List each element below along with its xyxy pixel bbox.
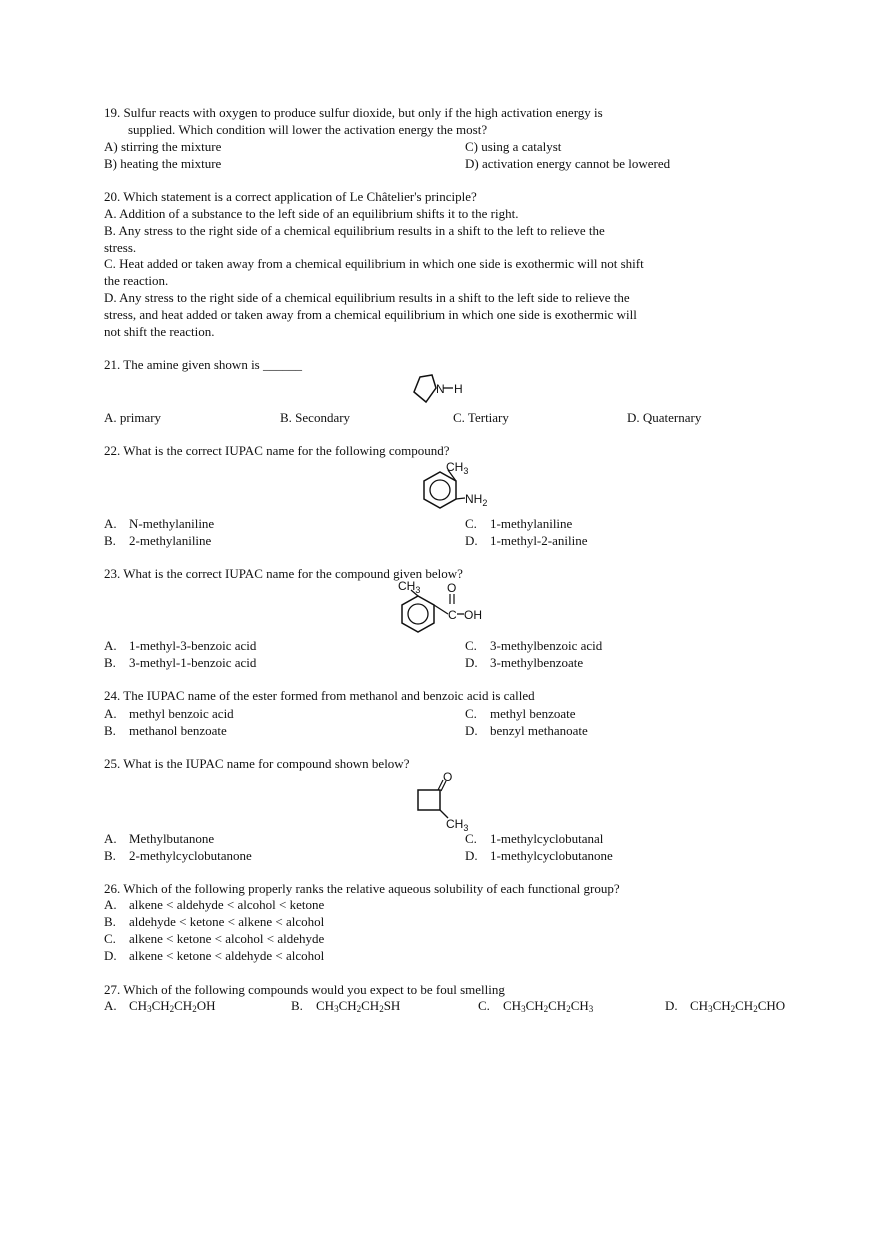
methyl-ch-label: CH	[398, 579, 416, 593]
q22-option-a-label: A.	[104, 516, 117, 531]
q23-stem: 23. What is the correct IUPAC name for the compound given below?	[104, 566, 463, 581]
methyl-subscript: 3	[463, 823, 469, 833]
q26-option-d	[104, 948, 324, 964]
q27-option-d-label: D.	[665, 998, 678, 1013]
q22-option-a	[104, 516, 214, 532]
q25-option-b-label: B.	[104, 848, 116, 863]
q25-option-b	[104, 848, 252, 864]
q26-option-a-label: A.	[104, 897, 117, 912]
q22-option-c-label: C.	[465, 516, 477, 531]
hydroxyl-oh-label: OH	[464, 608, 482, 622]
q24-option-c-label: C.	[465, 706, 477, 721]
q24-option-d-label: D.	[465, 723, 478, 738]
q19-option-d: D) activation energy cannot be lowered	[465, 156, 671, 171]
q23-option-a	[104, 638, 256, 654]
pyrrolidine-n-label: N	[436, 382, 445, 396]
q24-option-a-text: methyl benzoic acid	[129, 706, 234, 721]
q27-option-a-label: A.	[104, 998, 117, 1013]
q20-option-d-line1: D. Any stress to the right side of a chemical equilibrium results in a shift to the left side to relieve the	[104, 290, 630, 305]
q25-option-c	[465, 831, 603, 847]
q27-option-c-label: C.	[478, 998, 490, 1013]
pyrrolidine-h-label: H	[454, 382, 463, 396]
q22-option-a-text: N-methylaniline	[129, 516, 215, 531]
q24-option-d	[465, 723, 588, 739]
q20-stem: 20. Which statement is a correct application of Le Châtelier's principle?	[104, 189, 477, 204]
q23-option-d-label: D.	[465, 655, 478, 670]
q27-option-c-formula: $CH_3CH_2CH_2CH_3$	[503, 998, 594, 1014]
q23-option-a-label: A.	[104, 638, 117, 653]
q20-option-c-line1: C. Heat added or taken away from a chemical equilibrium in which one side is exothermic will not shift	[104, 256, 644, 271]
q20-option-d-line2: stress, and heat added or taken away from a chemical equilibrium in which one side is exothermic will	[104, 307, 637, 322]
q24-option-b	[104, 723, 227, 739]
q22-stem: 22. What is the correct IUPAC name for the following compound?	[104, 443, 450, 458]
q24-stem: 24. The IUPAC name of the ester formed from methanol and benzoic acid is called	[104, 688, 535, 703]
q27-stem: 27. Which of the following compounds would you expect to be foul smelling	[104, 982, 505, 997]
q24-option-b-label: B.	[104, 723, 116, 738]
q24-option-a-label: A.	[104, 706, 117, 721]
methylbenzoic-acid-structure	[394, 580, 494, 638]
carbonyl-o-label: O	[447, 581, 457, 595]
q23-option-d-text: 3-methylbenzoate	[490, 655, 584, 670]
q19-option-b: B) heating the mixture	[104, 156, 222, 171]
ketone-o-label: O	[443, 770, 453, 784]
q23-option-c-label: C.	[465, 638, 477, 653]
q25-option-a-label: A.	[104, 831, 117, 846]
q23-option-c	[465, 638, 602, 654]
methyl-subscript: 3	[463, 466, 469, 476]
methylcyclobutanone-structure	[410, 770, 482, 832]
q22-option-b	[104, 533, 211, 549]
q25-option-b-text: 2-methylcyclobutanone	[129, 848, 252, 863]
q20-option-b-line2: stress.	[104, 240, 137, 255]
q22-option-b-label: B.	[104, 533, 116, 548]
q26-option-a	[104, 897, 324, 913]
q24-option-b-text: methanol benzoate	[129, 723, 227, 738]
q21-option-a: A. primary	[104, 410, 162, 425]
q19-stem-line1: 19. Sulfur reacts with oxygen to produce sulfur dioxide, but only if the high activation energy is	[104, 105, 603, 120]
svg-text:CH3	[398, 579, 420, 595]
q24-option-c	[465, 706, 576, 722]
q22-option-b-text: 2-methylaniline	[129, 533, 212, 548]
svg-text:CH3	[446, 460, 468, 476]
q26-option-b-text: aldehyde < ketone < alkene < alcohol	[129, 914, 325, 929]
q20-option-a: A. Addition of a substance to the left side of an equilibrium shifts it to the right.	[104, 206, 519, 221]
q22-option-c-text: 1-methylaniline	[490, 516, 573, 531]
amine-nh-label: NH	[465, 492, 483, 506]
q26-option-c	[104, 931, 324, 947]
q26-option-d-text: alkene < ketone < aldehyde < alcohol	[129, 948, 325, 963]
q26-option-d-label: D.	[104, 948, 117, 963]
methyl-subscript: 3	[415, 585, 421, 595]
q20-option-b-line1: B. Any stress to the right side of a chemical equilibrium results in a shift to the left to relieve the	[104, 223, 605, 238]
pyrrolidine-structure	[410, 372, 472, 408]
q24-option-a	[104, 706, 234, 722]
q25-option-d-label: D.	[465, 848, 478, 863]
q25-option-c-text: 1-methylcyclobutanal	[490, 831, 604, 846]
q21-option-b: B. Secondary	[280, 410, 351, 425]
q27-option-b-formula: $CH_3CH_2CH_2SH$	[316, 998, 401, 1014]
q27-option-d-formula: $CH_3CH_2CH_2CHO$	[690, 998, 786, 1014]
q23-option-b	[104, 655, 256, 671]
methylaniline-structure	[410, 458, 500, 518]
q27-option-c	[478, 998, 593, 1014]
q26-option-b-label: B.	[104, 914, 116, 929]
q27-option-d	[665, 998, 785, 1014]
q25-option-d-text: 1-methylcyclobutanone	[490, 848, 613, 863]
q22-option-c	[465, 516, 572, 532]
q21-option-c: C. Tertiary	[453, 410, 509, 425]
q26-option-a-text: alkene < aldehyde < alcohol < ketone	[129, 897, 325, 912]
q20-option-c-line2: the reaction.	[104, 273, 169, 288]
q27-option-a-formula: $CH_3CH_2CH_2OH$	[129, 998, 216, 1014]
q25-stem: 25. What is the IUPAC name for compound shown below?	[104, 756, 410, 771]
q21-option-d: D. Quaternary	[627, 410, 702, 425]
q26-option-c-label: C.	[104, 931, 116, 946]
q25-option-d	[465, 848, 613, 864]
q24-option-d-text: benzyl methanoate	[490, 723, 588, 738]
q27-option-b	[291, 998, 400, 1014]
q23-option-b-text: 3-methyl-1-benzoic acid	[129, 655, 257, 670]
q23-option-c-text: 3-methylbenzoic acid	[490, 638, 603, 653]
q19-option-a: A) stirring the mixture	[104, 139, 222, 154]
carboxyl-c-label: C	[448, 608, 457, 622]
q26-option-c-text: alkene < ketone < alcohol < aldehyde	[129, 931, 325, 946]
q21-stem: 21. The amine given shown is ______	[104, 357, 302, 372]
methyl-ch-label: CH	[446, 460, 464, 474]
q22-option-d-text: 1-methyl-2-aniline	[490, 533, 588, 548]
q20-option-d-line3: not shift the reaction.	[104, 324, 215, 339]
q25-option-a-text: Methylbutanone	[129, 831, 215, 846]
q22-option-d-label: D.	[465, 533, 478, 548]
q23-option-a-text: 1-methyl-3-benzoic acid	[129, 638, 257, 653]
q27-option-a	[104, 998, 215, 1014]
q23-option-d	[465, 655, 583, 671]
q19-option-c: C) using a catalyst	[465, 139, 562, 154]
q25-option-a	[104, 831, 214, 847]
q19-stem-line2: supplied. Which condition will lower the activation energy the most?	[128, 122, 488, 137]
q23-option-b-label: B.	[104, 655, 116, 670]
q26-stem: 26. Which of the following properly ranks the relative aqueous solubility of each functional group?	[104, 881, 620, 896]
q24-option-c-text: methyl benzoate	[490, 706, 576, 721]
q25-option-c-label: C.	[465, 831, 477, 846]
svg-text:NH2	[465, 492, 487, 508]
q22-option-d	[465, 533, 587, 549]
q26-option-b	[104, 914, 324, 930]
q27-option-b-label: B.	[291, 998, 303, 1013]
methyl-ch-label: CH	[446, 817, 464, 831]
amine-subscript: 2	[482, 498, 488, 508]
